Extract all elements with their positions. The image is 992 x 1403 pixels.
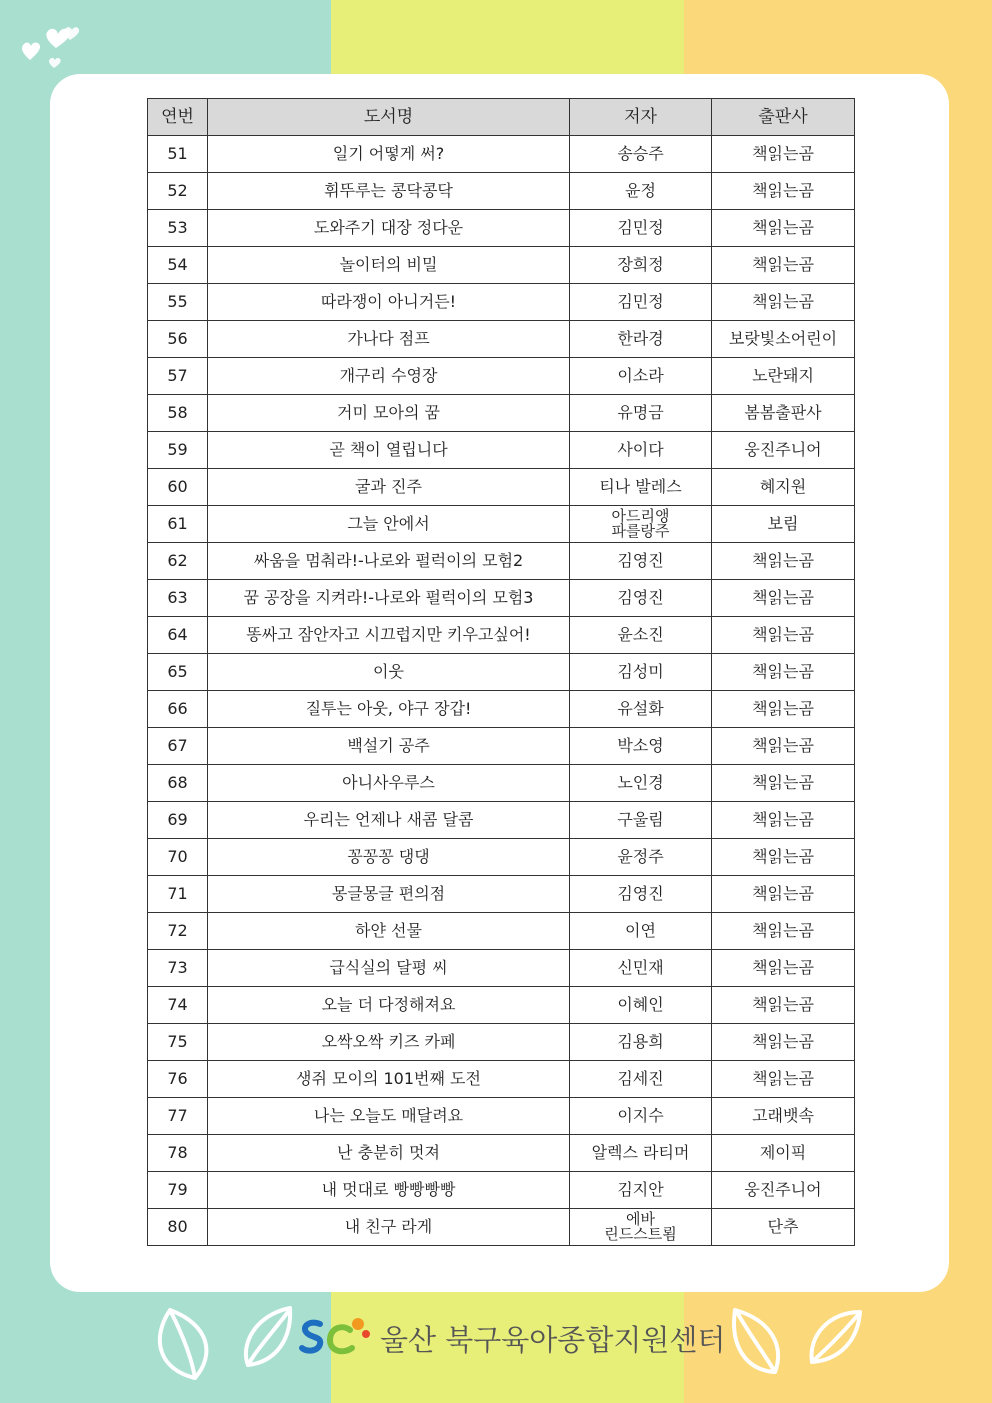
table-row bbox=[148, 691, 855, 728]
table-row bbox=[148, 617, 855, 654]
table-row bbox=[148, 876, 855, 913]
cell-number: 78 bbox=[148, 1135, 208, 1172]
table-row bbox=[148, 913, 855, 950]
table-row bbox=[148, 987, 855, 1024]
cell-author: 김영진 bbox=[570, 876, 712, 913]
cell-number: 55 bbox=[148, 284, 208, 321]
cell-title: 똥싸고 잠안자고 시끄럽지만 키우고싶어! bbox=[208, 617, 570, 654]
cell-author: 김성미 bbox=[570, 654, 712, 691]
table-row bbox=[148, 543, 855, 580]
cell-title: 휘뚜루는 콩닥콩닥 bbox=[208, 173, 570, 210]
cell-author: 노인경 bbox=[570, 765, 712, 802]
cell-publisher: 노란돼지 bbox=[712, 358, 855, 395]
cell-number: 56 bbox=[148, 321, 208, 358]
cell-publisher: 봄봄출판사 bbox=[712, 395, 855, 432]
header-publisher: 출판사 bbox=[712, 99, 855, 136]
cell-number: 64 bbox=[148, 617, 208, 654]
cell-publisher: 책읽는곰 bbox=[712, 173, 855, 210]
table-row bbox=[148, 247, 855, 284]
cell-author: 송승주 bbox=[570, 136, 712, 173]
cell-number: 65 bbox=[148, 654, 208, 691]
cell-number: 69 bbox=[148, 802, 208, 839]
cell-number: 67 bbox=[148, 728, 208, 765]
cell-publisher: 책읽는곰 bbox=[712, 247, 855, 284]
table-row bbox=[148, 765, 855, 802]
cell-author: 에바 린드스트룀 bbox=[570, 1209, 712, 1246]
cell-title: 꿈 공장을 지켜라!-나로와 펄럭이의 모험3 bbox=[208, 580, 570, 617]
cell-title: 꽁꽁꽁 댕댕 bbox=[208, 839, 570, 876]
cell-number: 72 bbox=[148, 913, 208, 950]
table-header-row bbox=[148, 99, 855, 136]
cell-publisher: 책읽는곰 bbox=[712, 876, 855, 913]
cell-number: 62 bbox=[148, 543, 208, 580]
cell-number: 79 bbox=[148, 1172, 208, 1209]
cell-publisher: 책읽는곰 bbox=[712, 617, 855, 654]
cell-author: 장희정 bbox=[570, 247, 712, 284]
table-row bbox=[148, 358, 855, 395]
table-row bbox=[148, 580, 855, 617]
cell-number: 53 bbox=[148, 210, 208, 247]
cell-number: 51 bbox=[148, 136, 208, 173]
table-row bbox=[148, 1135, 855, 1172]
table-row bbox=[148, 321, 855, 358]
table-body bbox=[148, 136, 855, 1246]
cell-publisher: 혜지원 bbox=[712, 469, 855, 506]
cell-publisher: 제이픽 bbox=[712, 1135, 855, 1172]
cell-title: 몽글몽글 편의점 bbox=[208, 876, 570, 913]
cell-publisher: 보랏빛소어린이 bbox=[712, 321, 855, 358]
cell-title: 개구리 수영장 bbox=[208, 358, 570, 395]
cell-author: 이혜인 bbox=[570, 987, 712, 1024]
cell-publisher: 웅진주니어 bbox=[712, 432, 855, 469]
cell-title: 내 친구 라게 bbox=[208, 1209, 570, 1246]
cell-author: 구울림 bbox=[570, 802, 712, 839]
cell-author: 윤정주 bbox=[570, 839, 712, 876]
cell-number: 54 bbox=[148, 247, 208, 284]
cell-author: 알렉스 라티머 bbox=[570, 1135, 712, 1172]
cell-author: 윤소진 bbox=[570, 617, 712, 654]
cell-publisher: 보림 bbox=[712, 506, 855, 543]
cell-author: 이연 bbox=[570, 913, 712, 950]
cell-publisher: 책읽는곰 bbox=[712, 728, 855, 765]
cell-publisher: 책읽는곰 bbox=[712, 543, 855, 580]
cell-publisher: 책읽는곰 bbox=[712, 765, 855, 802]
cell-title: 우리는 언제나 새콤 달콤 bbox=[208, 802, 570, 839]
cell-publisher: 단추 bbox=[712, 1209, 855, 1246]
header-author: 저자 bbox=[570, 99, 712, 136]
cell-publisher: 책읽는곰 bbox=[712, 210, 855, 247]
table-row bbox=[148, 1209, 855, 1246]
cell-number: 73 bbox=[148, 950, 208, 987]
cell-author: 김영진 bbox=[570, 543, 712, 580]
cell-publisher: 고래뱃속 bbox=[712, 1098, 855, 1135]
table-row bbox=[148, 1024, 855, 1061]
cell-publisher: 책읽는곰 bbox=[712, 802, 855, 839]
header-number: 연번 bbox=[148, 99, 208, 136]
cell-number: 58 bbox=[148, 395, 208, 432]
table-row bbox=[148, 654, 855, 691]
cell-author: 김지안 bbox=[570, 1172, 712, 1209]
cell-publisher: 책읽는곰 bbox=[712, 136, 855, 173]
cell-title: 급식실의 달평 씨 bbox=[208, 950, 570, 987]
cell-publisher: 책읽는곰 bbox=[712, 913, 855, 950]
cell-title: 곧 책이 열립니다 bbox=[208, 432, 570, 469]
cell-title: 내 멋대로 빵빵빵빵 bbox=[208, 1172, 570, 1209]
cell-publisher: 책읽는곰 bbox=[712, 1061, 855, 1098]
leaf-right-icon bbox=[734, 1310, 860, 1372]
cell-author: 티나 발레스 bbox=[570, 469, 712, 506]
cell-title: 하얀 선물 bbox=[208, 913, 570, 950]
cell-title: 따라쟁이 아니거든! bbox=[208, 284, 570, 321]
cell-title: 굴과 진주 bbox=[208, 469, 570, 506]
cell-title: 가나다 점프 bbox=[208, 321, 570, 358]
cell-author: 김민정 bbox=[570, 210, 712, 247]
cell-title: 백설기 공주 bbox=[208, 728, 570, 765]
cell-publisher: 책읽는곰 bbox=[712, 654, 855, 691]
table-row bbox=[148, 1172, 855, 1209]
cell-title: 질투는 아웃, 야구 장갑! bbox=[208, 691, 570, 728]
cell-author: 아드리앵 파를랑주 bbox=[570, 506, 712, 543]
cell-number: 60 bbox=[148, 469, 208, 506]
cell-number: 61 bbox=[148, 506, 208, 543]
cell-number: 70 bbox=[148, 839, 208, 876]
cell-author: 유명금 bbox=[570, 395, 712, 432]
book-list-table bbox=[147, 98, 855, 1246]
cell-author: 신민재 bbox=[570, 950, 712, 987]
cell-number: 66 bbox=[148, 691, 208, 728]
cell-publisher: 책읽는곰 bbox=[712, 839, 855, 876]
table-row bbox=[148, 802, 855, 839]
table-row bbox=[148, 136, 855, 173]
cell-publisher: 책읽는곰 bbox=[712, 691, 855, 728]
table-row bbox=[148, 728, 855, 765]
cell-number: 71 bbox=[148, 876, 208, 913]
cell-title: 일기 어떻게 써? bbox=[208, 136, 570, 173]
header-title: 도서명 bbox=[208, 99, 570, 136]
cell-number: 57 bbox=[148, 358, 208, 395]
cell-title: 오늘 더 다정해져요 bbox=[208, 987, 570, 1024]
cell-author: 사이다 bbox=[570, 432, 712, 469]
cell-publisher: 책읽는곰 bbox=[712, 987, 855, 1024]
cell-title: 거미 모아의 꿈 bbox=[208, 395, 570, 432]
cell-title: 아니사우루스 bbox=[208, 765, 570, 802]
cell-title: 싸움을 멈춰라!-나로와 펄럭이의 모험2 bbox=[208, 543, 570, 580]
cell-author: 이소라 bbox=[570, 358, 712, 395]
cell-publisher: 책읽는곰 bbox=[712, 284, 855, 321]
cell-number: 80 bbox=[148, 1209, 208, 1246]
table-row bbox=[148, 210, 855, 247]
cell-number: 77 bbox=[148, 1098, 208, 1135]
cell-author: 유설화 bbox=[570, 691, 712, 728]
sc-logo-icon bbox=[298, 1312, 376, 1362]
table-row bbox=[148, 469, 855, 506]
cell-title: 이웃 bbox=[208, 654, 570, 691]
table-row bbox=[148, 284, 855, 321]
cell-author: 김영진 bbox=[570, 580, 712, 617]
table-row bbox=[148, 506, 855, 543]
table-row bbox=[148, 173, 855, 210]
cell-number: 59 bbox=[148, 432, 208, 469]
table-row bbox=[148, 1061, 855, 1098]
table-row bbox=[148, 950, 855, 987]
cell-publisher: 웅진주니어 bbox=[712, 1172, 855, 1209]
cell-number: 76 bbox=[148, 1061, 208, 1098]
cell-title: 그늘 안에서 bbox=[208, 506, 570, 543]
cell-title: 난 충분히 멋져 bbox=[208, 1135, 570, 1172]
cell-number: 75 bbox=[148, 1024, 208, 1061]
cell-number: 74 bbox=[148, 987, 208, 1024]
cell-number: 63 bbox=[148, 580, 208, 617]
cell-publisher: 책읽는곰 bbox=[712, 950, 855, 987]
cell-author: 김민정 bbox=[570, 284, 712, 321]
cell-author: 김세진 bbox=[570, 1061, 712, 1098]
cell-title: 놀이터의 비밀 bbox=[208, 247, 570, 284]
org-name: 울산 북구육아종합지원센터 bbox=[380, 1323, 726, 1357]
cell-number: 68 bbox=[148, 765, 208, 802]
hearts-decoration-icon bbox=[18, 22, 88, 72]
cell-title: 나는 오늘도 매달려요 bbox=[208, 1098, 570, 1135]
cell-author: 한라경 bbox=[570, 321, 712, 358]
leaf-left-icon bbox=[160, 1308, 290, 1378]
table-row bbox=[148, 839, 855, 876]
table-row bbox=[148, 432, 855, 469]
cell-title: 도와주기 대장 정다운 bbox=[208, 210, 570, 247]
cell-author: 김용희 bbox=[570, 1024, 712, 1061]
cell-number: 52 bbox=[148, 173, 208, 210]
cell-title: 오싹오싹 키즈 카페 bbox=[208, 1024, 570, 1061]
cell-publisher: 책읽는곰 bbox=[712, 580, 855, 617]
cell-publisher: 책읽는곰 bbox=[712, 1024, 855, 1061]
cell-author: 이지수 bbox=[570, 1098, 712, 1135]
table-row bbox=[148, 1098, 855, 1135]
cell-title: 생쥐 모이의 101번째 도전 bbox=[208, 1061, 570, 1098]
cell-author: 윤정 bbox=[570, 173, 712, 210]
table-row bbox=[148, 395, 855, 432]
cell-author: 박소영 bbox=[570, 728, 712, 765]
